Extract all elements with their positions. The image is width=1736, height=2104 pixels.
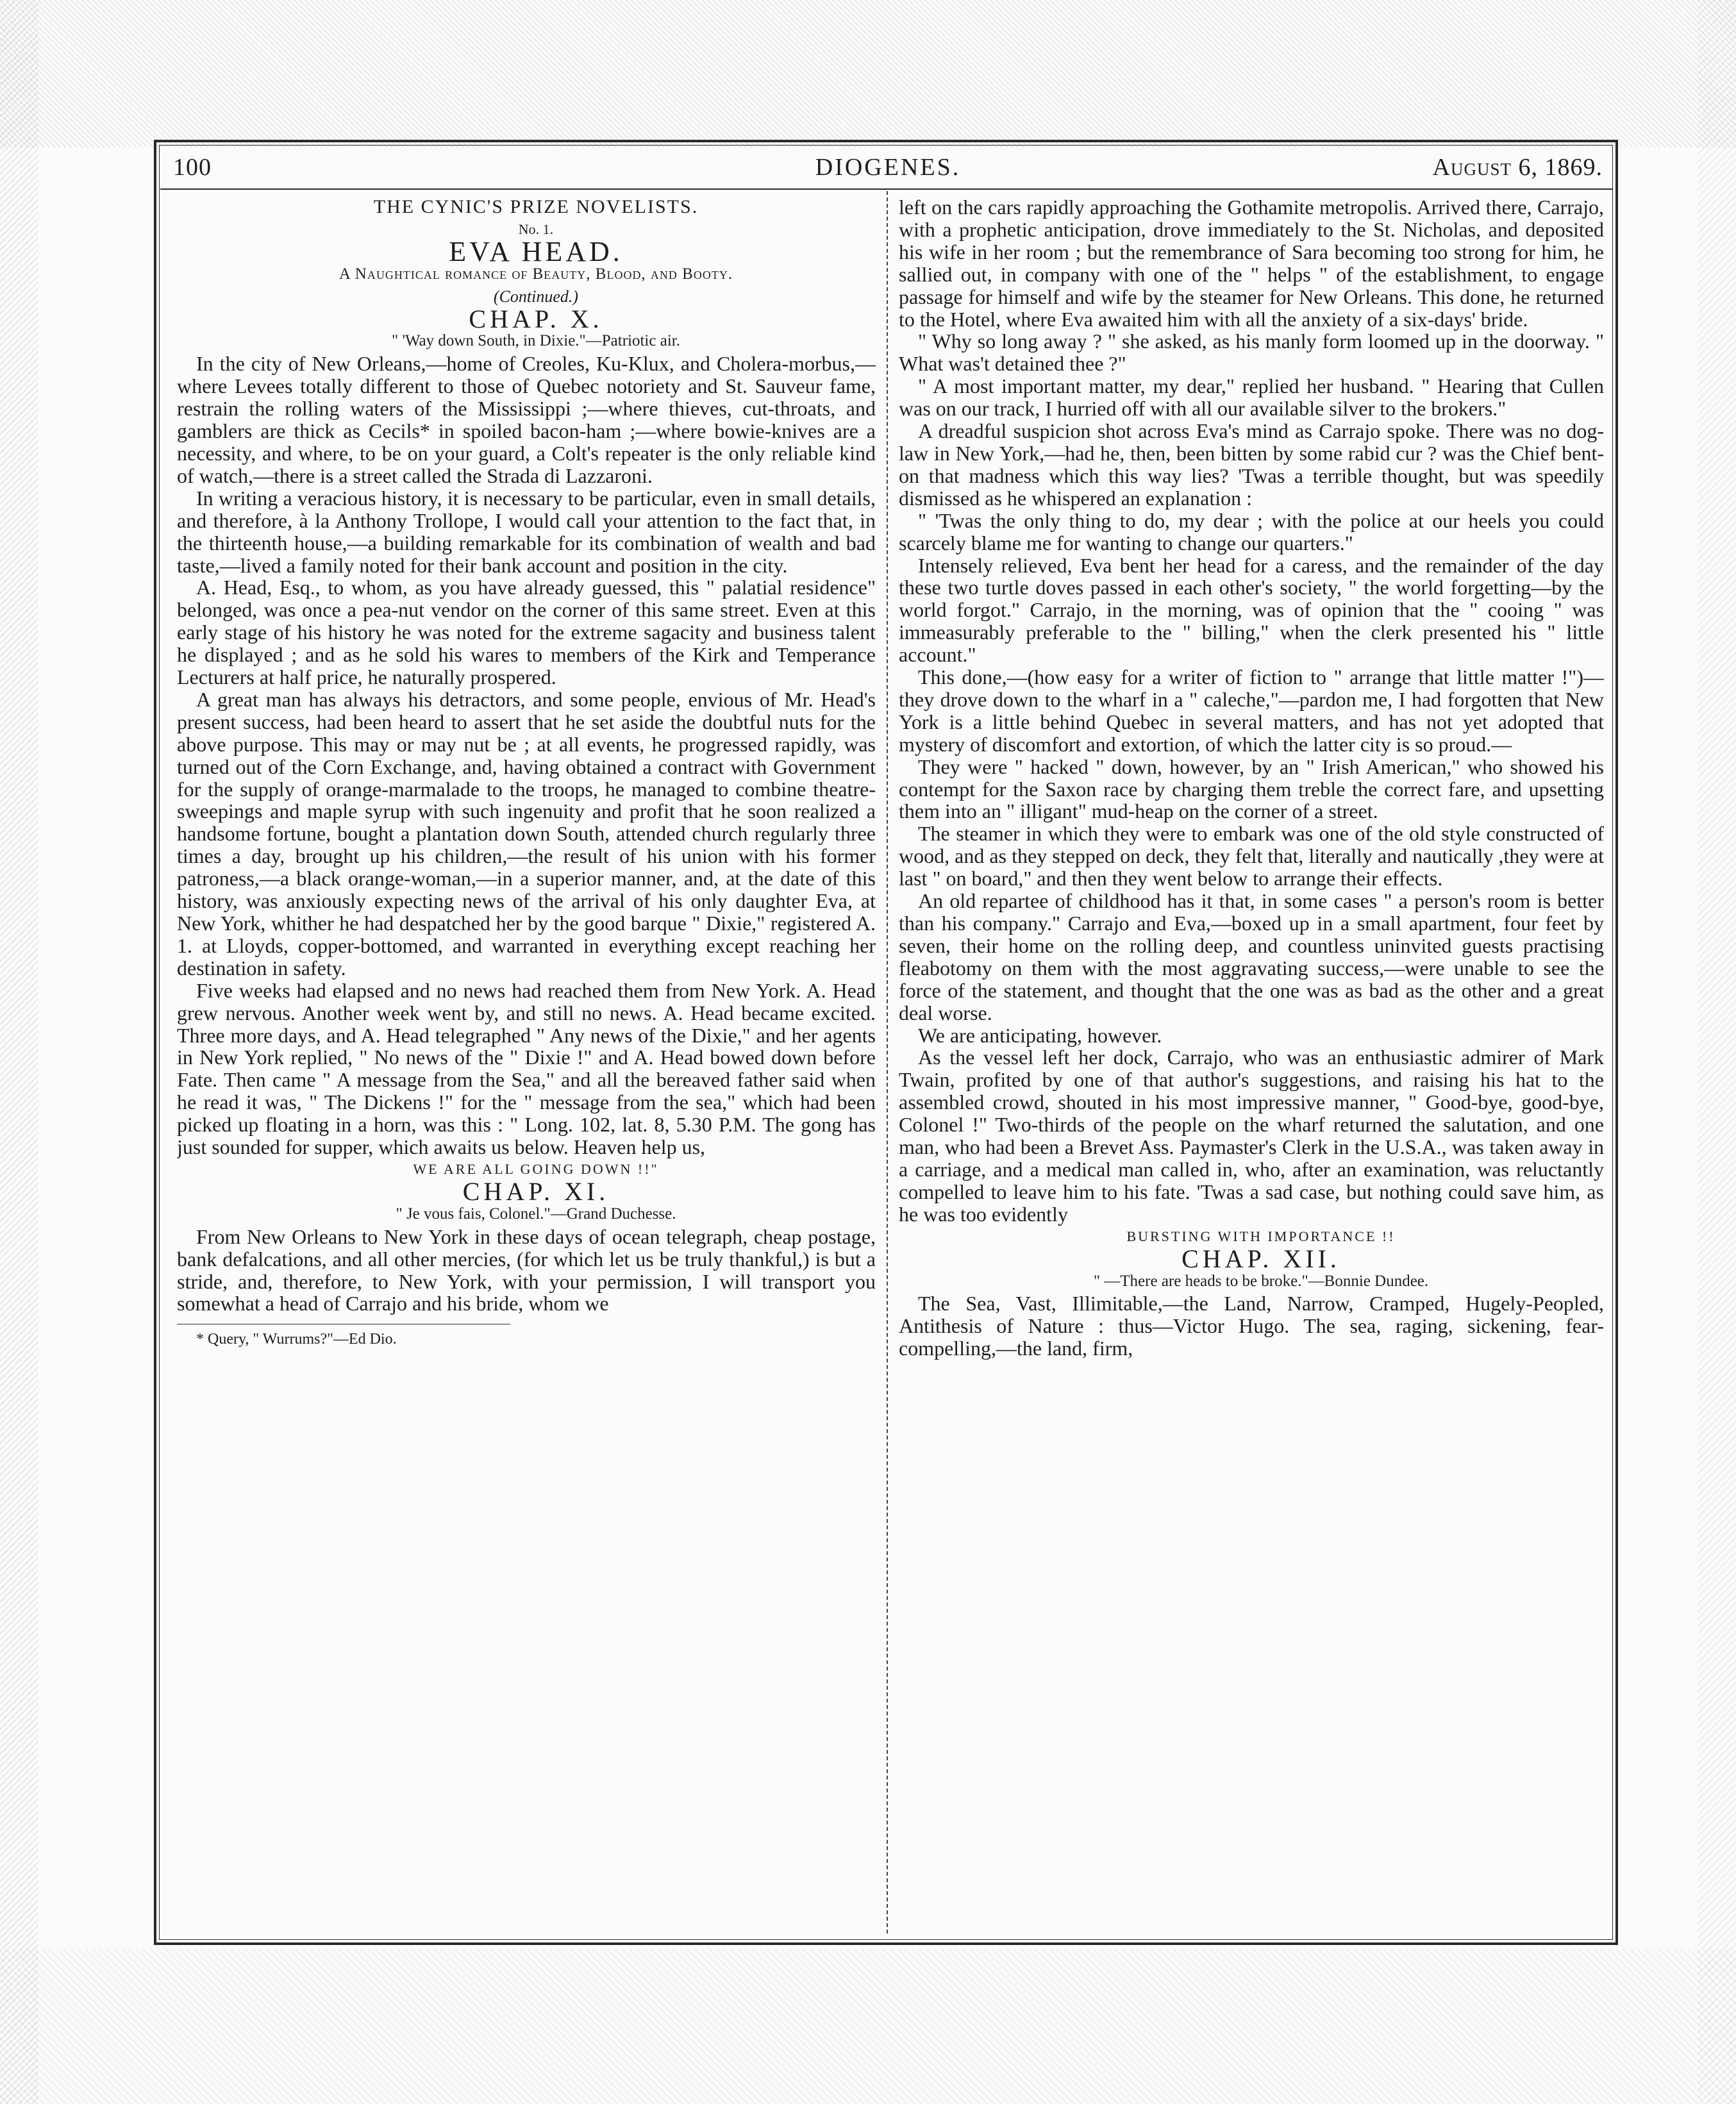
- story-title: EVA HEAD.: [449, 235, 623, 267]
- chapter-10-epigraph: " 'Way down South, in Dixie."—Patriotic air.: [392, 332, 680, 350]
- chapter-11-closing: BURSTING WITH IMPORTANCE !!: [1126, 1228, 1396, 1244]
- masthead: [173, 147, 1603, 187]
- paragraph: The Sea, Vast, Illimitable,—the Land, Narrow, Cramped, Hugely-Peopled, Antithesis of Nature : thus—Victor Hugo. The sea, raging, sickening, fear-compelling,—the land, firm,: [899, 1292, 1604, 1360]
- story-subtitle: A Naughtical romance of Beauty, Blood, and Booty.: [338, 265, 733, 283]
- chapter-10-closing: WE ARE ALL GOING DOWN !!": [413, 1160, 659, 1177]
- chapter-12-epigraph: " —There are heads to be broke."—Bonnie Dundee.: [1093, 1272, 1429, 1290]
- paragraph: " A most important matter, my dear," replied her husband. " Hearing that Cullen was on our track, I hurried off with all our available silver to the brokers.": [899, 374, 1604, 421]
- paragraph: We are anticipating, however.: [918, 1023, 1162, 1047]
- paragraph: From New Orleans to New York in these days of ocean telegraph, cheap postage, bank defalcations, and all other mercies, (for which let us be truly thankful,) is but a stride, and, therefore, to New York, with your permission, I will transport you somewhat a head of Carrajo and his bride, whom we: [177, 1224, 876, 1315]
- continued-note: (Continued.): [493, 287, 579, 306]
- paragraph: A great man has always his detractors, and some people, envious of Mr. Head's present success, had been heard to assert that he set aside the doubtful nuts for the above purpose. This may or may nut be ; at all events, he progressed rapidly, was turned out of the Corn Exchange, and, having obtained a contract with Government for the supply of orange-marmalade to the troops, he managed to combine theatre-sweepings and maple syrup with such ingenuity and profit that he soon realized a handsome fortune, bought a plantation down South, attended church regularly three times a day, brought up his children,—the result of his union with his former patroness,—a black orange-woman,—in a superior manner, and, at the date of this history, was anxiously expecting news of the arrival of his only daughter Eva, at New York, whither he had despatched her by the good barque " Dixie," registered A. 1. at Lloyds, copper-bottomed, and warranted in everything except reaching her destination in safety.: [177, 687, 876, 980]
- footnote: * Query, " Wurrums?"—Ed Dio.: [196, 1331, 397, 1348]
- paragraph: left on the cars rapidly approaching the Gothamite metropolis. Arrived there, Carrajo, with a prophetic anticipation, drove immediately to the St. Nicholas, and deposited his wife in her room ; but the remembrance of Sara becoming too strong for him, he sallied out, in company with one of the " helps " of the establishment, to engage passage for himself and wife by the steamer for New Orleans. This done, he returned to the Hotel, where Eva awaited him with all the anxiety of a six-days' bride.: [899, 196, 1604, 331]
- paragraph: Five weeks had elapsed and no news had reached them from New York. A. Head grew nervous. Another week went by, and still no news. A. Head became excited. Three more days, and A. Head telegraphed " Any news of the Dixie," and her agents in New York replied, " No news of the " Dixie !" and A. Head bowed down before Fate. Then came " A message from the Sea," and all the bereaved father said when he read it was, " The Dickens !" for the " message from the sea," which had been picked up floating in a horn, was this : " Long. 102, lat. 8, 5.30 P.M. The gong has just sounded for supper, which awaits us below. Heaven help us,: [177, 978, 876, 1159]
- issue-date: August 6, 1869.: [1432, 154, 1603, 181]
- paragraph: " 'Twas the only thing to do, my dear ; with the police at our heels you could scarcely blame me for wanting to change our quarters.": [899, 508, 1604, 555]
- scan-noise-left: [0, 0, 38, 2104]
- paragraph: A dreadful suspicion shot across Eva's mind as Carrajo spoke. There was no dog-law in New York,—had he, then, been bitten by some rabid cur ? was the Chief bent-on that madness which this way lies? 'Twas a terrible thought, but was speedily dismissed as he whispered an explanation :: [899, 419, 1604, 510]
- column-divider: [887, 191, 888, 1933]
- chapter-10-heading: CHAP. X.: [469, 304, 603, 333]
- installment-number: No. 1.: [518, 221, 554, 237]
- chapter-11-epigraph: " Je vous fais, Colonel."—Grand Duchesse.: [396, 1205, 676, 1223]
- series-heading: THE CYNIC'S PRIZE NOVELISTS.: [373, 196, 699, 217]
- scan-noise-right: [1698, 0, 1736, 2104]
- masthead-rule: [160, 188, 1613, 190]
- paragraph: They were " hacked " down, however, by an " Irish American," who showed his contempt for the Saxon race by charging them treble the correct fare, and upsetting them into an " illigant" mud-heap on the corner of a street.: [899, 755, 1604, 823]
- chapter-12-heading: CHAP. XII.: [1181, 1244, 1340, 1273]
- paragraph: In the city of New Orleans,—home of Creoles, Ku-Klux, and Cholera-morbus,—where Levees totally different to those of Quebec notoriety and St. Sauveur fame, restrain the rolling waters of the Mississippi ;—where thieves, cut-throats, and gamblers are thick as Cecils* in spoiled bacon-ham ;—where bowie-knives are a necessity, and where, to be on your guard, a Colt's repeater is the only reliable kind of watch,—there is a street called the Strada di Lazzaroni.: [177, 352, 876, 487]
- paragraph: This done,—(how easy for a writer of fiction to " arrange that little matter !")—they drove down to the wharf in a " caleche,"—pardon me, I had forgotten that New York is a little behind Quebec in several matters, and has not yet adopted that mystery of discomfort and extortion, of which the latter city is so proud.—: [899, 665, 1604, 756]
- scan-noise-top: [0, 0, 1736, 147]
- paragraph: As the vessel left her dock, Carrajo, who was an enthusiastic admirer of Mark Twain, profited by one of that author's suggestions, and raising his hat to the assembled crowd, shouted in his most impressive manner, " Good-bye, good-bye, Colonel !" Two-thirds of the people on the wharf returned the salutation, and one man, who had been a Brevet Ass. Paymaster's Clerk in the U.S.A., was taken away in a carriage, and a medical man called in, who, after an examination, was reluctantly compelled to leave him to his fate. 'Twas a sad case, but nothing could save him, as he was too evidently: [899, 1046, 1604, 1226]
- paragraph: In writing a veracious history, it is necessary to be particular, even in small details, and therefore, à la Anthony Trollope, I would call your attention to the fact that, in the thirteenth house,—a building remarkable for its combination of wealth and bad taste,—lived a family noted for their bank account and position in the city.: [177, 486, 876, 577]
- scan-noise-bottom: [0, 1949, 1736, 2104]
- paragraph: A. Head, Esq., to whom, as you have already guessed, this " palatial residence" belonged, was once a pea-nut vendor on the corner of this same street. Even at this early stage of his history he was noted for the extreme sagacity and business talent he displayed ; and as he sold his wares to members of the Kirk and Temperance Lecturers at half price, he naturally prospered.: [177, 576, 876, 689]
- publication-title: DIOGENES.: [815, 154, 961, 181]
- chapter-11-heading: CHAP. XI.: [462, 1176, 610, 1206]
- page-number: 100: [173, 154, 212, 181]
- paragraph: " Why so long away ? " she asked, as his manly form loomed up in the doorway. " What was't detained thee ?": [899, 330, 1604, 376]
- paragraph: An old repartee of childhood has it that, in some cases " a person's room is better than his company." Carrajo and Eva,—boxed up in a small apartment, four feet by seven, their home on the rolling deep, and countless uninvited guests practising fleabotomy on them with the most aggravating success,—were unable to see the force of the statement, and thought that the one was as bad as the other and a great deal worse.: [899, 889, 1604, 1024]
- paragraph: Intensely relieved, Eva bent her head for a caress, and the remainder of the day these two turtle doves passed in each other's society, " the world forgetting—by the world forgot." Carrajo, in the morning, was of opinion that the " cooing " was immeasurably preferable to the " billing," when the clerk presented his " little account.": [899, 553, 1604, 667]
- paragraph: The steamer in which they were to embark was one of the old style constructed of wood, and as they stepped on deck, they felt that, literally and nautically ,they were at last " on board," and then they went below to arrange their effects.: [899, 822, 1604, 890]
- right-column: [899, 196, 1604, 1933]
- left-column: [177, 196, 876, 1921]
